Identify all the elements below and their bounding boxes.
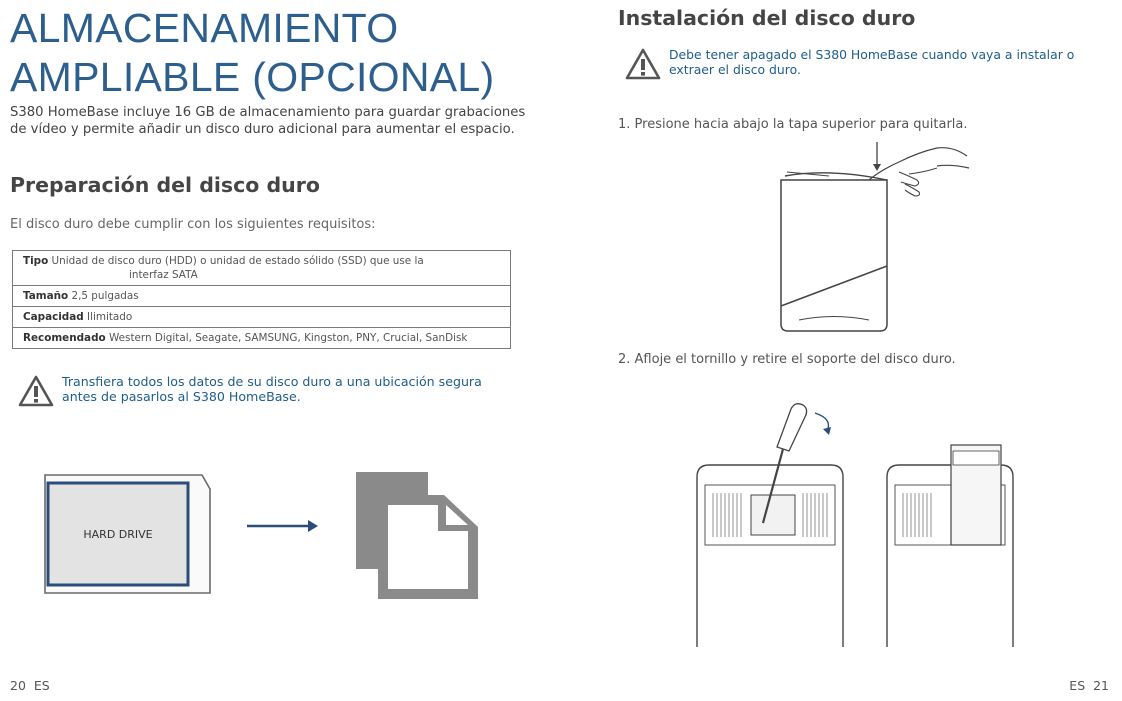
- requirement-value: Unidad de disco duro (HDD) o unidad de estado sólido (SSD) que use la: [51, 255, 424, 267]
- page-footer-right: [1069, 678, 1109, 693]
- requirements-intro: El disco duro debe cumplir con los siguientes requisitos:: [10, 217, 376, 232]
- data-backup-illustration: [40, 465, 490, 605]
- arrow-down-icon: [873, 142, 881, 171]
- page-number: 20: [10, 678, 26, 693]
- page-title-line-2: AMPLIABLE (OPCIONAL): [10, 54, 495, 100]
- page-footer-left: [10, 678, 50, 693]
- warning-text: Debe tener apagado el S380 HomeBase cuando vaya a instalar o extraer el disco duro.: [669, 47, 1075, 77]
- step-2-illustration: [691, 395, 1021, 650]
- requirements-table: [12, 250, 511, 349]
- section-heading-installation: Instalación del disco duro: [618, 6, 916, 30]
- table-row: [13, 328, 511, 349]
- intro-paragraph: S380 HomeBase incluye 16 GB de almacenamiento para guardar grabaciones de vídeo y permite añadir un disco duro adicional para aumentar el espacio.: [10, 105, 526, 137]
- power-off-warning: [625, 47, 1115, 81]
- table-row: [13, 286, 511, 307]
- table-row: [13, 251, 511, 286]
- requirement-value: Ilimitado: [87, 311, 133, 323]
- right-page: [561, 0, 1122, 701]
- page-number: 21: [1093, 678, 1109, 693]
- copy-documents-icon: [356, 472, 478, 599]
- requirement-cell: [13, 328, 511, 349]
- arrow-right-icon: [247, 520, 318, 532]
- warning-icon: [18, 374, 54, 408]
- requirement-value-cont: interfaz SATA: [129, 269, 198, 281]
- warning-text: Transfiera todos los datos de su disco duro a una ubicación segura antes de pasarlos al S380 HomeBase.: [62, 374, 482, 404]
- requirement-cell: [13, 251, 511, 286]
- hard-drive-icon: [45, 475, 210, 593]
- homebase-open-device-with-bracket-icon: [887, 445, 1013, 647]
- requirement-value: 2,5 pulgadas: [71, 290, 139, 302]
- table-row: [13, 307, 511, 328]
- requirement-label: Capacidad: [23, 311, 84, 323]
- page-title-line-1: ALMACENAMIENTO: [10, 5, 399, 51]
- requirement-label: Tipo: [23, 255, 49, 267]
- requirement-label: Tamaño: [23, 290, 69, 302]
- hard-drive-label: HARD DRIVE: [83, 528, 153, 541]
- requirement-cell: [13, 286, 511, 307]
- language-code: ES: [1069, 678, 1086, 693]
- step-1-illustration: [769, 138, 979, 338]
- data-transfer-warning: [18, 374, 518, 408]
- requirement-value: Western Digital, Seagate, SAMSUNG, Kingston, PNY, Crucial, SanDisk: [108, 332, 468, 344]
- homebase-device-icon: [781, 172, 887, 331]
- section-heading-preparation: Preparación del disco duro: [10, 173, 320, 197]
- warning-icon: [625, 47, 661, 81]
- step-2-text: 2. Afloje el tornillo y retire el soporte del disco duro.: [618, 352, 956, 367]
- page-title: [10, 4, 494, 102]
- step-1-text: 1. Presione hacia abajo la tapa superior para quitarla.: [618, 117, 968, 132]
- requirement-cell: [13, 307, 511, 328]
- language-code: ES: [33, 678, 50, 693]
- homebase-open-device-icon: [697, 465, 843, 647]
- requirement-label: Recomendado: [23, 332, 106, 344]
